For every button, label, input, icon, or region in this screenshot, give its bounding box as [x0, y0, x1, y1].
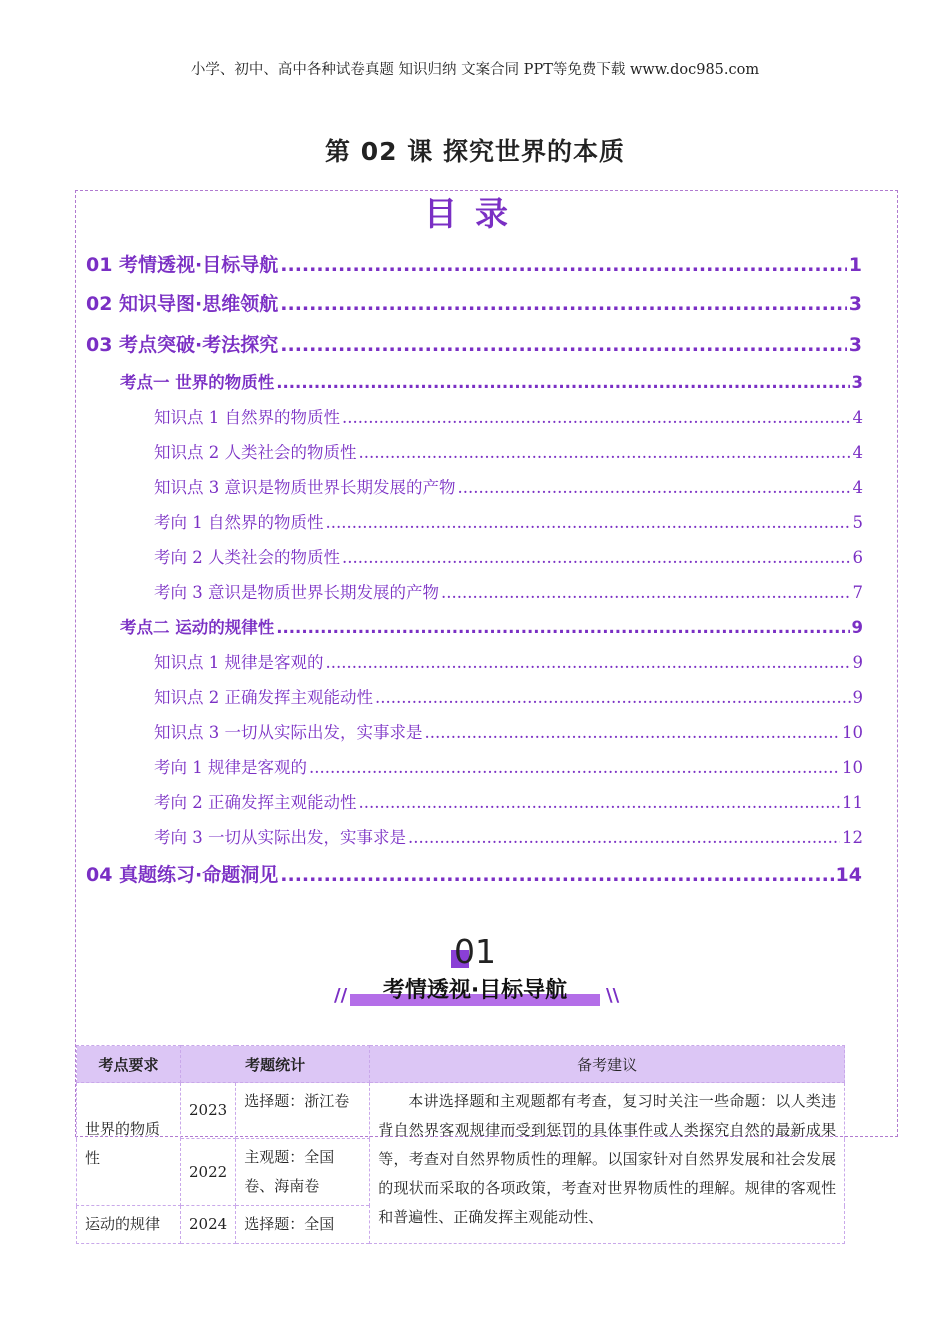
table-header: 备考建议: [370, 1046, 845, 1083]
table-cell-topic: 世界的物质性: [77, 1083, 181, 1206]
toc-entry-page: 4: [852, 408, 863, 427]
toc-entry-page: 4: [852, 478, 863, 497]
toc-entry-page: 10: [842, 723, 863, 742]
toc-entry-label: 02 知识导图·思维领航: [86, 293, 279, 315]
toc-entry[interactable]: [154, 649, 863, 673]
toc-entry[interactable]: [86, 250, 862, 277]
toc-leader: [280, 864, 833, 886]
toc-leader: [326, 653, 851, 672]
page-header: 小学、初中、高中各种试卷真题 知识归纳 文案合同 PPT等免费下载 www.doc985.com: [190, 62, 760, 78]
toc-entry[interactable]: [154, 719, 863, 743]
toc-leader: [342, 408, 851, 427]
table-cell-exam: 选择题：浙江卷: [236, 1083, 370, 1139]
toc-entry-page: 9: [852, 653, 863, 672]
toc-entry[interactable]: [86, 860, 862, 887]
toc-entry-label: 知识点 2 正确发挥主观能动性: [154, 688, 373, 707]
toc-leader: [359, 793, 841, 812]
toc-entry-page: 6: [852, 548, 863, 567]
toc-entry-label: 考向 2 正确发挥主观能动性: [154, 793, 357, 812]
toc-entry[interactable]: [120, 369, 863, 393]
toc-entry-label: 04 真题练习·命题洞见: [86, 864, 279, 886]
toc-entry-label: 03 考点突破·考法探究: [86, 334, 279, 356]
page-title: 第 02 课 探究世界的本质: [325, 137, 625, 166]
toc-entry-page: 3: [848, 334, 862, 356]
toc-leader: [441, 583, 851, 602]
toc-entry[interactable]: [154, 509, 863, 533]
toc-leader: [359, 443, 851, 462]
table-cell-topic: 运动的规律: [77, 1206, 181, 1244]
table-cell-suggestion: 本讲选择题和主观题都有考查，复习时关注一些命题：以人类违背自然界客观规律而受到惩罚的具体事件或人类探究自然的最新成果等，考查对自然界物质性的理解。以国家针对自然界发展和社会发展的现状而采取的各项政策，考查对世界物质性的理解。规律的客观性和普遍性、正确发挥主观能动性、: [370, 1083, 845, 1244]
toc-leader: [280, 334, 846, 356]
toc-entry-page: 5: [852, 513, 863, 532]
toc-entry-label: 考向 2 人类社会的物质性: [154, 548, 340, 567]
section-number: 01: [454, 932, 496, 971]
table-cell-year: 2024: [181, 1206, 236, 1244]
toc-entry[interactable]: [154, 439, 863, 463]
toc-entry-label: 考点二 运动的规律性: [120, 618, 275, 637]
exam-overview-table: [76, 1045, 845, 1244]
toc-entry-label: 考向 1 自然界的物质性: [154, 513, 324, 532]
toc-leader: [280, 254, 846, 276]
table-cell-exam: 主观题：全国卷、海南卷: [236, 1139, 370, 1206]
table-header: 考点要求: [77, 1046, 181, 1083]
toc-leader: [408, 828, 840, 847]
toc-entry-page: 11: [842, 793, 863, 812]
toc-entry-page: 10: [842, 758, 863, 777]
toc-leader: [276, 373, 849, 392]
toc-entry-label: 知识点 3 意识是物质世界长期发展的产物: [154, 478, 456, 497]
toc-entry-page: 4: [852, 443, 863, 462]
toc-entry-page: 3: [848, 293, 862, 315]
toc-leader: [425, 723, 841, 742]
toc-entry[interactable]: [154, 754, 863, 778]
toc-entry-page: 3: [851, 373, 863, 392]
toc-entry-label: 知识点 1 规律是客观的: [154, 653, 324, 672]
table-cell-year: 2022: [181, 1139, 236, 1206]
toc-entry-label: 考向 3 一切从实际出发，实事求是: [154, 828, 406, 847]
section-title: 考情透视·目标导航: [382, 978, 568, 1003]
toc-entry-page: 1: [848, 254, 862, 276]
toc-entry-label: 知识点 2 人类社会的物质性: [154, 443, 357, 462]
table-header: 考题统计: [181, 1046, 370, 1083]
toc-leader: [326, 513, 851, 532]
toc-leader: [309, 758, 840, 777]
toc-entry-label: 01 考情透视·目标导航: [86, 254, 279, 276]
toc-entry[interactable]: [154, 579, 863, 603]
table-header-row: [77, 1046, 845, 1083]
toc-leader: [458, 478, 851, 497]
toc-entry-label: 知识点 1 自然界的物质性: [154, 408, 340, 427]
toc-entry-page: 7: [852, 583, 863, 602]
section-slash-right-icon: \\: [606, 985, 620, 1006]
toc-leader: [375, 688, 851, 707]
toc-entry-label: 知识点 3 一切从实际出发，实事求是: [154, 723, 423, 742]
toc-entry[interactable]: [86, 330, 862, 357]
table-row: [77, 1083, 845, 1139]
toc-entry-label: 考向 1 规律是客观的: [154, 758, 307, 777]
toc-entry-page: 9: [851, 618, 863, 637]
toc-entry[interactable]: [86, 289, 862, 316]
toc-entry[interactable]: [154, 404, 863, 428]
toc-entry[interactable]: [120, 614, 863, 638]
toc-leader: [342, 548, 851, 567]
toc-entry[interactable]: [154, 789, 863, 813]
section-slash-left-icon: //: [334, 985, 348, 1006]
toc-entry-page: 9: [852, 688, 863, 707]
table-cell-year: 2023: [181, 1083, 236, 1139]
toc-leader: [280, 293, 846, 315]
toc-entry[interactable]: [154, 474, 863, 498]
toc-entry-label: 考点一 世界的物质性: [120, 373, 275, 392]
toc-entry[interactable]: [154, 684, 863, 708]
toc-entry[interactable]: [154, 544, 863, 568]
toc-entry-label: 考向 3 意识是物质世界长期发展的产物: [154, 583, 439, 602]
toc-leader: [276, 618, 849, 637]
toc-entry-page: 14: [835, 864, 862, 886]
toc-entry[interactable]: [154, 824, 863, 848]
toc-entry-page: 12: [842, 828, 863, 847]
toc-heading: 目录: [424, 194, 526, 233]
table-cell-exam: 选择题：全国: [236, 1206, 370, 1244]
